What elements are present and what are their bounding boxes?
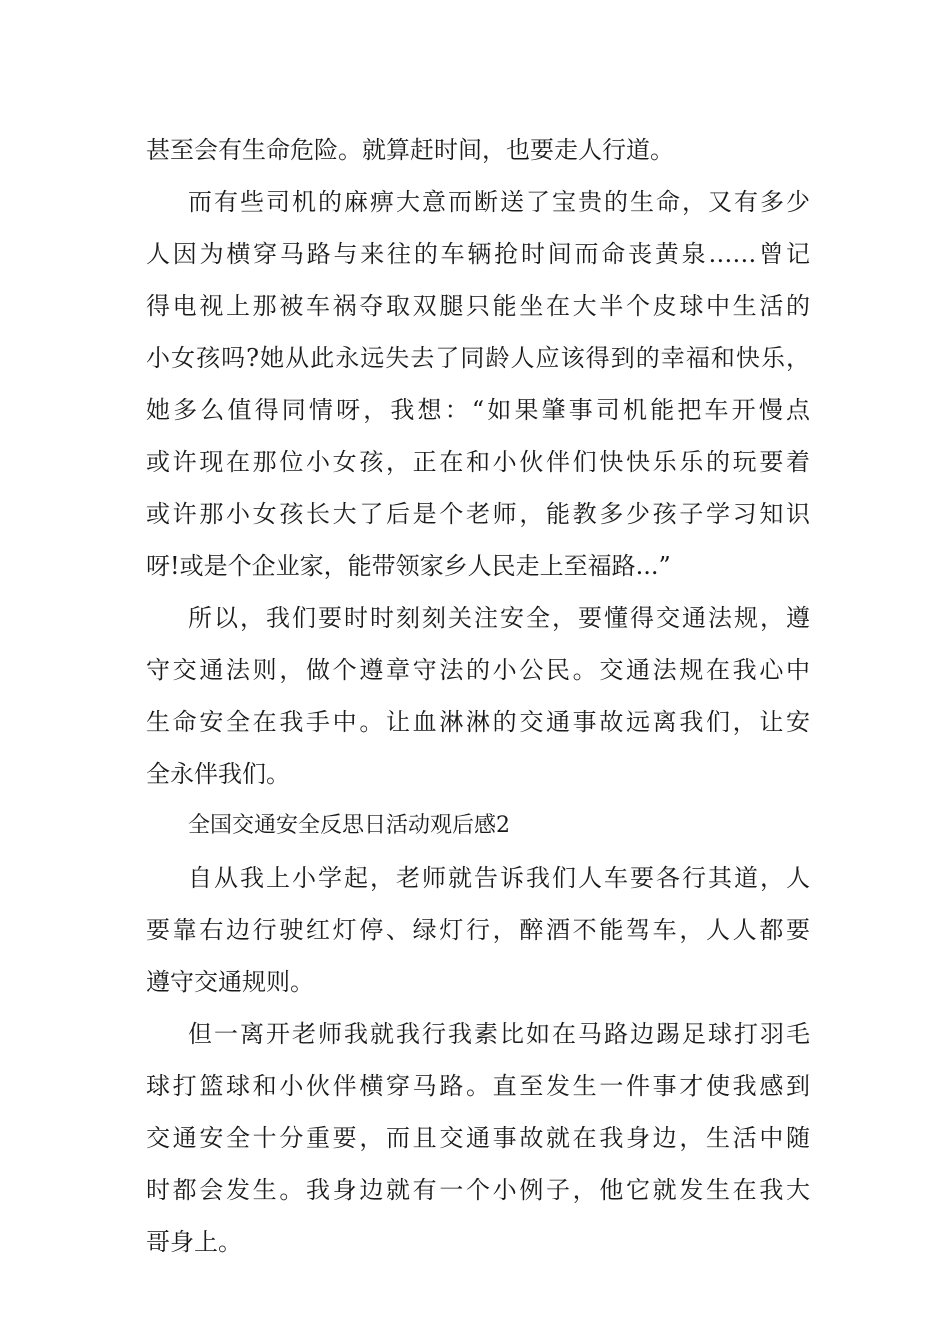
text-line: 球打篮球和小伙伴横穿马路。直至发生一件事才使我感到 [146, 1072, 810, 1100]
text-line: 哥身上。 [146, 1228, 242, 1256]
paragraph [146, 592, 810, 800]
text-line: 呀!或是个企业家，能带领家乡人民走上至福路...” [146, 552, 671, 580]
text-line: 或许现在那位小女孩，正在和小伙伴们快快乐乐的玩要着 [146, 448, 810, 476]
document-body [146, 124, 810, 1268]
text-line: 全永伴我们。 [146, 760, 290, 788]
paragraph [146, 124, 810, 176]
text-line: 或许那小女孩长大了后是个老师，能教多少孩子学习知识 [146, 500, 810, 528]
text-line: 生命安全在我手中。让血淋淋的交通事故远离我们，让安 [146, 708, 810, 736]
text-line: 所以，我们要时时刻刻关注安全，要懂得交通法规，遵 [188, 604, 810, 632]
section-heading: 全国交通安全反思日活动观后感2 [188, 813, 510, 838]
text-line: 时都会发生。我身边就有一个小例子，他它就发生在我大 [146, 1176, 810, 1204]
text-line: 而有些司机的麻痹大意而断送了宝贵的生命，又有多少 [188, 188, 810, 216]
text-line: 守交通法则，做个遵章守法的小公民。交通法规在我心中 [146, 656, 810, 684]
text-line: 她多么值得同情呀，我想：“如果肇事司机能把车开慢点 [146, 396, 810, 424]
text-line: 自从我上小学起，老师就告诉我们人车要各行其道，人 [188, 864, 810, 892]
text-line: 甚至会有生命危险。就算赶时间，也要走人行道。 [146, 136, 674, 164]
text-line: 人因为横穿马路与来往的车辆抢时间而命丧黄泉……曾记 [146, 240, 810, 268]
text-line: 小女孩吗?她从此永远失去了同龄人应该得到的幸福和快乐， [146, 344, 810, 372]
paragraph [146, 176, 810, 592]
paragraph [146, 852, 810, 1008]
paragraph [146, 1008, 810, 1268]
text-line: 但一离开老师我就我行我素比如在马路边踢足球打羽毛 [188, 1020, 810, 1048]
text-line: 遵守交通规则。 [146, 968, 314, 996]
text-line: 交通安全十分重要，而且交通事故就在我身边，生活中随 [146, 1124, 810, 1152]
text-line: 得电视上那被车祸夺取双腿只能坐在大半个皮球中生活的 [146, 292, 810, 320]
text-line: 要靠右边行驶红灯停、绿灯行，醉酒不能驾车，人人都要 [146, 916, 810, 944]
